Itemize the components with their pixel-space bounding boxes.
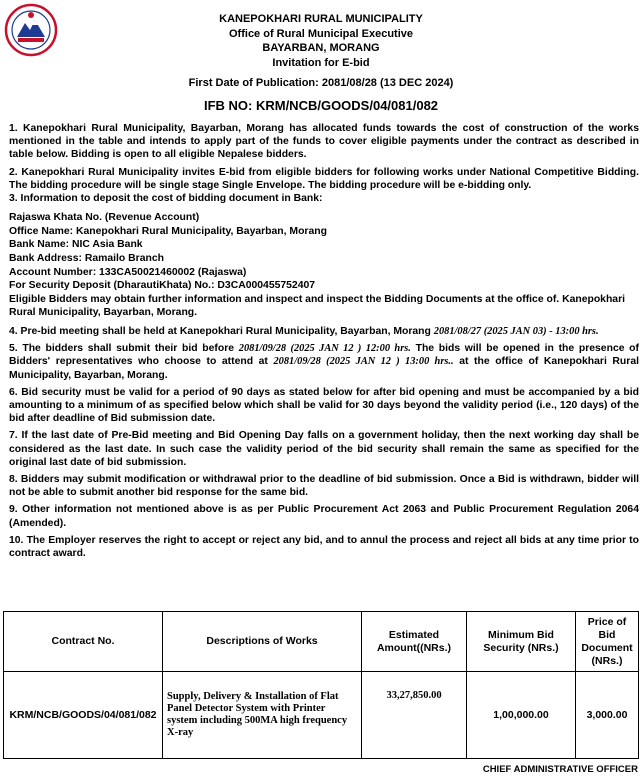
prebid-date: 2081/08/27 (2025 JAN 03) - 13:00 hrs.	[433, 325, 599, 337]
paragraph-1: 1. Kanepokhari Rural Municipality, Bayarban, Morang has allocated funds towards the cost of construction of the works mentioned in the table and intends to apply part of the funds to cover eligible payments under the contract as described in table below. Bidding is open to all eligible Nepalese bidders.	[9, 123, 639, 161]
revenue-account: Rajaswa Khata No. (Revenue Account)	[9, 212, 200, 224]
header-bid-security: Minimum Bid Security (NRs.)	[467, 612, 576, 672]
office-address: BAYARBAN, MORANG	[262, 42, 380, 54]
cell-bid-security: 1,00,000.00	[467, 672, 576, 759]
bid-table	[3, 611, 639, 759]
paragraph-4	[9, 325, 639, 338]
opening-location: at the office of Kanepokhari Rural Municipality, Bayarban, Morang.	[9, 356, 639, 381]
bank-name: Bank Name: NIC Asia Bank	[9, 239, 143, 251]
paragraph-2: 2. Kanepokhari Rural Municipality invites E-bid from eligible bidders for following works under National Competitive Bidding. The bidding procedure will be single stage Single Envelope. The bidding procedure will be e-bidding only.	[9, 166, 639, 191]
opening-text: The bids will be opened in the presence of Bidders' representatives who choose to attend at	[9, 343, 639, 368]
bank-address: Bank Address: Ramailo Branch	[9, 253, 164, 264]
header-contract-no: Contract No.	[4, 612, 163, 672]
table-header-row	[4, 612, 639, 672]
paragraph-8: 8. Bidders may submit modification or withdrawal prior to the deadline of bid submission. Once a Bid is withdrawn, bidder will not be able to submit another bid response for the same bid.	[9, 474, 639, 499]
cell-description: Supply, Delivery & Installation of Flat Panel Detector System with Printer system including 500MA high frequency X-ray	[163, 672, 362, 759]
account-number: Account Number: 133CA50021460002 (Rajaswa)	[9, 266, 247, 278]
municipality-name: KANEPOKHARI RURAL MUNICIPALITY	[219, 13, 423, 25]
paragraph-9: 9. Other information not mentioned above is as per Public Procurement Act 2063 and Public Procurement Regulation 2064 (Amended).	[9, 504, 639, 529]
bank-office-name: Office Name: Kanepokhari Rural Municipality, Bayarban, Morang	[9, 225, 327, 237]
submission-text: 5. The bidders shall submit their bid before	[9, 343, 239, 355]
notice-title: Invitation for E-bid	[272, 57, 370, 69]
publication-date: First Date of Publication: 2081/08/28 (13 DEC 2024)	[188, 77, 454, 89]
paragraph-5	[9, 342, 639, 382]
paragraph-7: 7. If the last date of Pre-Bid meeting and Bid Opening Day falls on a government holiday, then the next working day shall be considered as the last date. In such case the validity period of the bid security shall remain the same as specified for the original last date of bid submission.	[9, 430, 639, 468]
header-document-price: Price of Bid Document (NRs.)	[576, 612, 639, 672]
notice-body	[9, 122, 639, 564]
cell-document-price: 3,000.00	[576, 672, 639, 759]
office-name: Office of Rural Municipal Executive	[229, 28, 413, 40]
signature-title: CHIEF ADMINISTRATIVE OFFICER	[482, 764, 638, 775]
opening-date: 2081/09/28 (2025 JAN 12 ) 13:00 hrs..	[273, 356, 454, 368]
bank-details	[9, 211, 639, 320]
ifb-number: IFB NO: KRM/NCB/GOODS/04/081/082	[203, 98, 439, 113]
submission-deadline: 2081/09/28 (2025 JAN 12 ) 12:00 hrs.	[238, 343, 411, 355]
paragraph-3: 3. Information to deposit the cost of bidding document in Bank:	[9, 193, 323, 205]
header-descriptions: Descriptions of Works	[163, 612, 362, 672]
paragraph-10: 10. The Employer reserves the right to accept or reject any bid, and to annul the process and reject all bids at any time prior to contract award.	[9, 534, 639, 560]
cell-contract-no: KRM/NCB/GOODS/04/081/082	[4, 672, 163, 759]
table-row	[4, 672, 639, 759]
header-estimated-amount: Estimated Amount((NRs.)	[362, 612, 467, 672]
paragraph-6: 6. Bid security must be valid for a period of 90 days as stated below for after bid opening and must be accompanied by a bid amounting to a minimum of as specified below which shall be valid for 30 days beyond the validity period (i.e., 120 days) of the bid after deadline of Bid submission date.	[9, 386, 639, 425]
cell-estimated-amount: 33,27,850.00	[362, 672, 467, 759]
prebid-text: 4. Pre-bid meeting shall be held at Kanepokhari Rural Municipality, Bayarban, Morang	[9, 325, 434, 337]
eligible-bidders-note: Eligible Bidders may obtain further information and inspect and inspect the Bidding Documents at the office of. Kanepokhari Rural Municipality, Bayarban, Morang.	[9, 293, 626, 319]
security-deposit-account: For Security Deposit (DharautiKhata) No.: D3CA000455752407	[9, 280, 316, 292]
